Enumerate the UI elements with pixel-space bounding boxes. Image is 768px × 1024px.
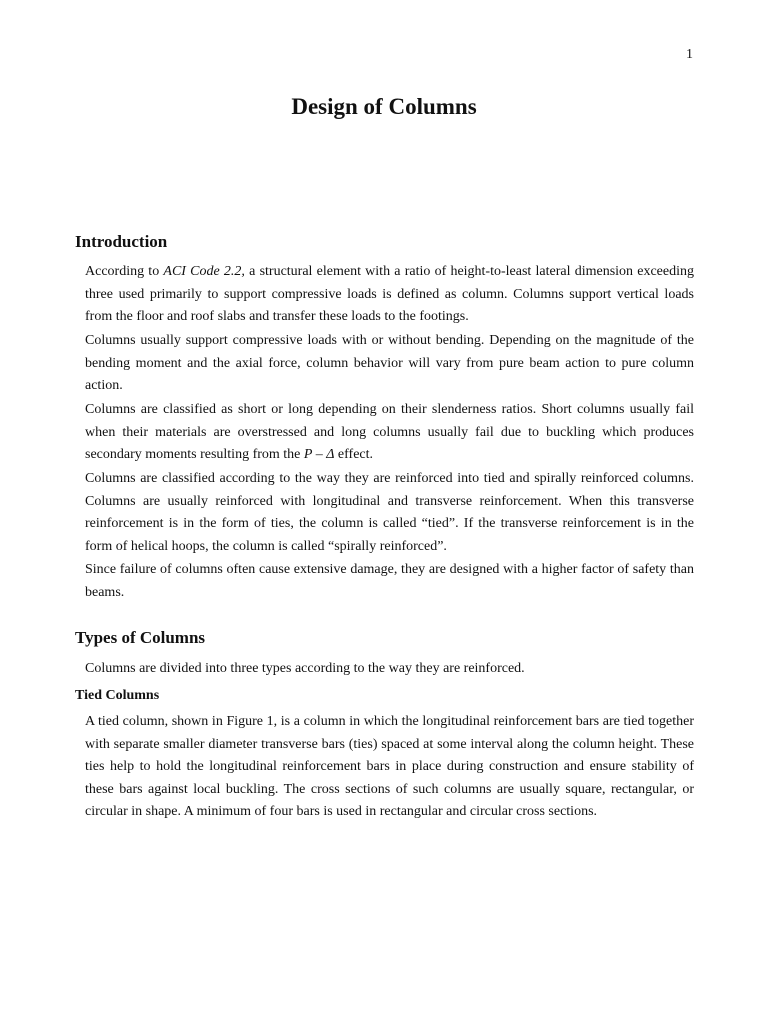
p-delta-symbol: P – Δ (303, 447, 335, 462)
paragraph-intro-3-tail: effect. (334, 447, 374, 462)
paragraph-intro-1 (85, 261, 694, 329)
heading-introduction: Introduction (75, 232, 168, 251)
paragraph-intro-1-body: a structural element with a ratio of height-to-least lateral dimension exceeding three used primarily to support compressive loads is defined as column. Columns support vertical loads from the floor and roof slabs and transfer these loads to the footings. (85, 264, 694, 324)
heading-types-of-columns: Types of Columns (75, 628, 206, 647)
aci-code-reference: ACI Code 2.2, (163, 264, 245, 279)
paragraph-intro-2: Columns usually support compressive loads with or without bending. Depending on the magnitude of the bending moment and the axial force, column behavior will vary from pure beam action to pure column action. (85, 333, 694, 393)
paragraph-intro-4: Columns are classified according to the way they are reinforced into tied and spirally reinforced columns. Columns are usually reinforced with longitudinal and transverse reinforcement. When this transverse reinforcement is in the form of ties, the column is called “tied”. If the transverse reinforcement is in the form of helical hoops, the column is called “spirally reinforced”. (85, 471, 694, 554)
paragraph-intro-5: Since failure of columns often cause extensive damage, they are designed with a higher factor of safety than beams. (85, 562, 694, 600)
paragraph-types-1: Columns are divided into three types according to the way they are reinforced. (85, 661, 525, 676)
subheading-tied-columns: Tied Columns (75, 688, 160, 703)
paragraph-intro-3 (85, 399, 694, 467)
document-title: Design of Columns (291, 94, 477, 119)
paragraph-intro-3-lead: Columns are classified as short or long depending on their slenderness ratios. Short columns usually fail when their materials are overstressed and long columns usually fail due to buckling which produces secondary moments resulting from the (85, 402, 694, 462)
paragraph-tied-columns: A tied column, shown in Figure 1, is a column in which the longitudinal reinforcement bars are tied together with separate smaller diameter transverse bars (ties) spaced at some interval along the column height. These ties help to hold the longitudinal reinforcement bars in place during construction and ensure stability of these bars against local buckling. The cross sections of such columns are usually square, rectangular, or circular in shape. A minimum of four bars is used in rectangular and circular cross sections. (85, 714, 694, 819)
paragraph-intro-1-lead: According to (85, 264, 164, 279)
page-number: 1 (686, 47, 693, 62)
